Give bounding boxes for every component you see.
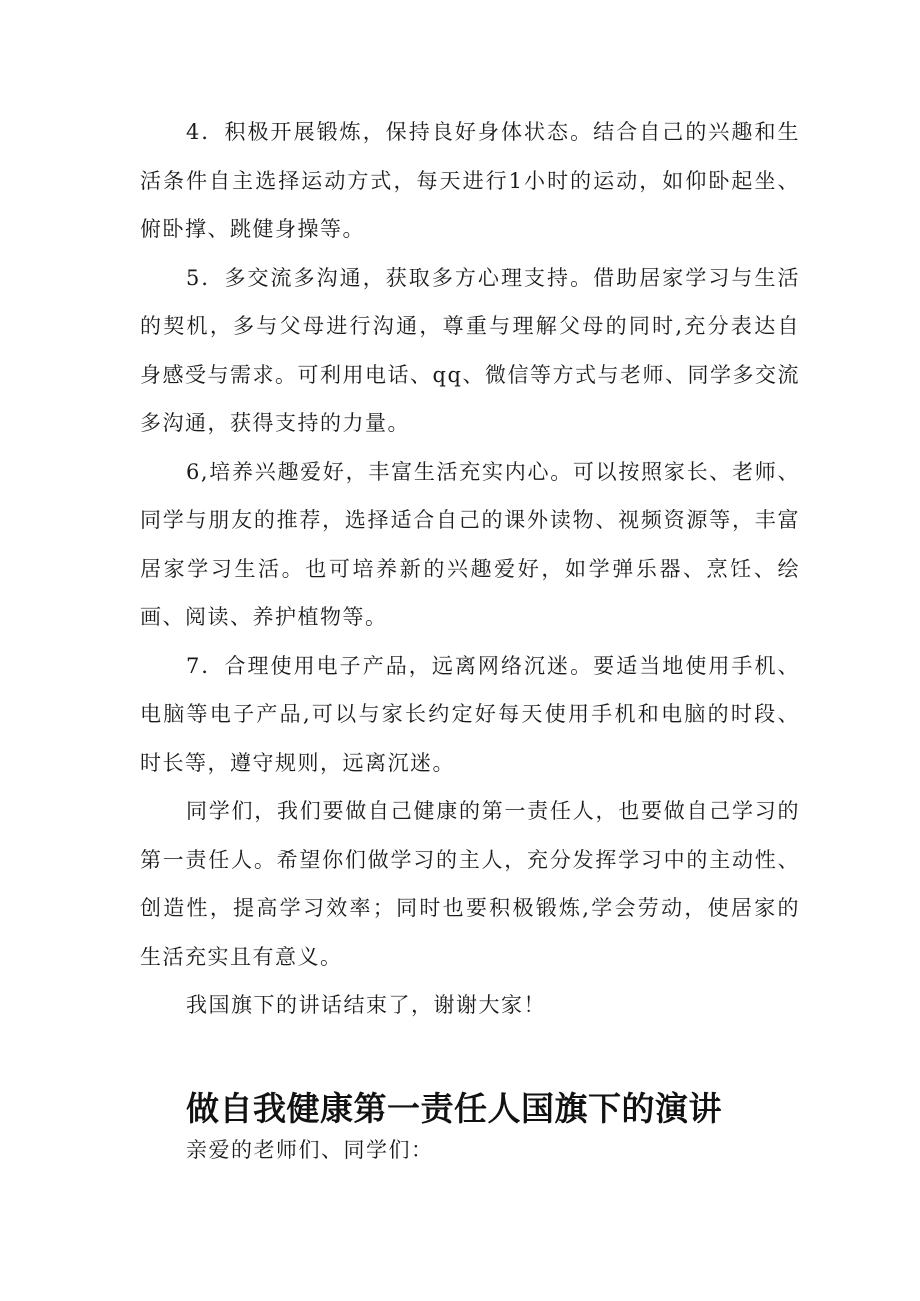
paragraph-closing: 我国旗下的讲话结束了，谢谢大家！ <box>186 993 546 1017</box>
paragraph-hobbies: 6,培养兴趣爱好，丰富生活充实内心。可以按照家长、老师、同学与朋友的推荐，选择适合自己的课外读物、视频资源等，丰富居家学习生活。也可培养新的兴趣爱好，如学弹乐器、烹饪、绘画、阅读、养护植物等。 <box>140 459 800 629</box>
paragraph-exercise: 4．积极开展锻炼，保持良好身体状态。结合自己的兴趣和生活条件自主选择运动方式，每天进行1小时的运动，如仰卧起坐、俯卧撑、跳健身操等。 <box>140 120 800 241</box>
section-title: 做自我健康第一责任人国旗下的演讲 <box>186 1089 722 1128</box>
paragraph-communication: 5．多交流多沟通，获取多方心理支持。借助居家学习与生活的契机，多与父母进行沟通，尊重与理解父母的同时,充分表达自身感受与需求。可利用电话、qq、微信等方式与老师、同学多交流多沟通，获得支持的力量。 <box>140 265 800 435</box>
salutation: 亲爱的老师们、同学们： <box>186 1138 434 1162</box>
paragraph-electronics: 7．合理使用电子产品，远离网络沉迷。要适当地使用手机、电脑等电子产品,可以与家长约定好每天使用手机和电脑的时段、时长等，遵守规则，远离沉迷。 <box>140 653 800 775</box>
speech-body <box>140 108 800 1030</box>
paragraph-responsibility: 同学们，我们要做自己健康的第一责任人，也要做自己学习的第一责任人。希望你们做学习的主人，充分发挥学习中的主动性、创造性，提高学习效率；同时也要积极锻炼,学会劳动，使居家的生活充实且有意义。 <box>140 799 800 969</box>
